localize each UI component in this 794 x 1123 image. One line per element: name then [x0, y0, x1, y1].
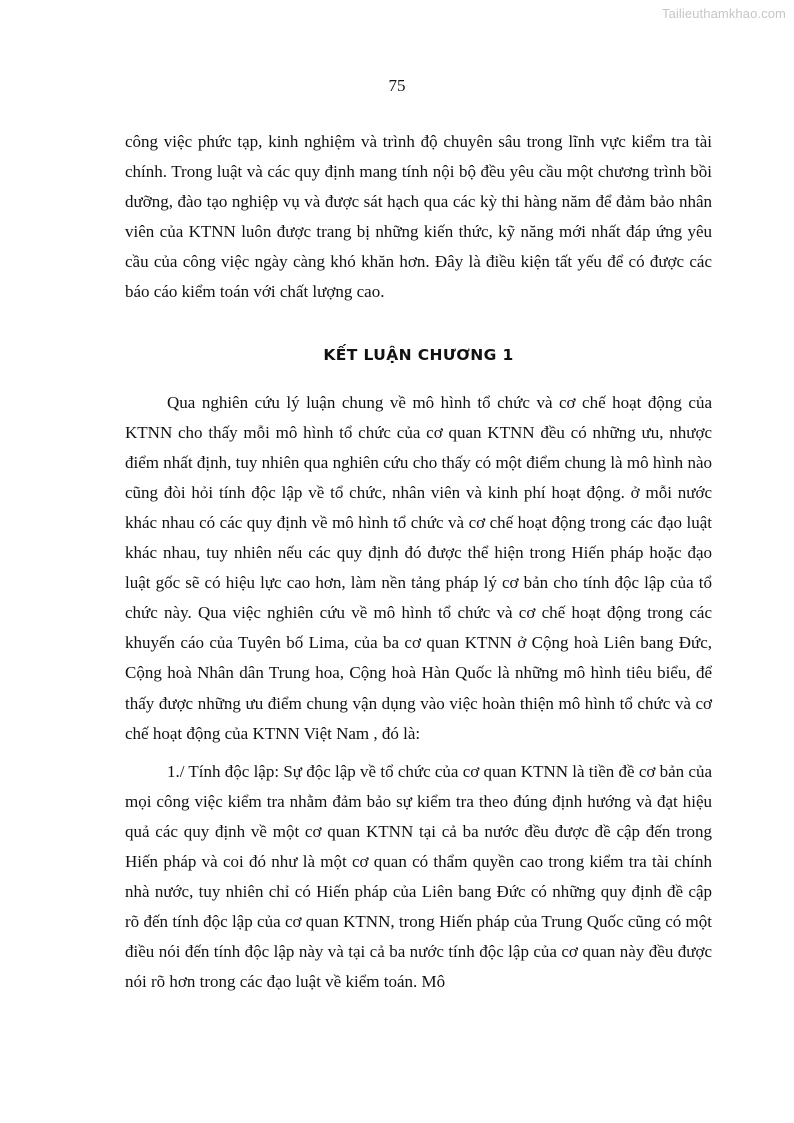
chapter-conclusion-heading: KẾT LUẬN CHƯƠNG 1: [323, 345, 514, 364]
independence-paragraph: 1./ Tính độc lập: Sự độc lập về tổ chức của cơ quan KTNN là tiền đề cơ bản của mọi công việc kiểm tra nhằm đảm bảo sự kiểm tra theo đúng định hướng và đạt hiệu quả các quy định về một cơ quan KTNN tại cả ba nước đều được đề cập đến trong Hiến pháp và coi đó như là một cơ quan có thẩm quyền cao trong kiểm tra tài chính nhà nước, tuy nhiên chỉ có Hiến pháp của Liên bang Đức có những quy định đề cập rõ đến tính độc lập của cơ quan KTNN, trong Hiến pháp của Trung Quốc cũng có một điều nói đến tính độc lập này và tại cả ba nước tính độc lập của cơ quan này đều được nói rõ hơn trong các đạo luật về kiểm toán. Mô: [125, 761, 712, 992]
document-body: [125, 127, 712, 997]
intro-paragraph: công việc phức tạp, kinh nghiệm và trình độ chuyên sâu trong lĩnh vực kiểm tra tài chính. Trong luật và các quy định mang tính nội bộ đều yêu cầu một chương trình bồi dưỡng, đào tạo nghiệp vụ và được sát hạch qua các kỳ thi hàng năm để đảm bảo nhân viên của KTNN luôn được trang bị những kiến thức, kỹ năng mới nhất đáp ứng yêu cầu của công việc ngày càng khó khăn hơn. Đây là điều kiện tất yếu để có được các báo cáo kiểm toán với chất lượng cao.: [125, 132, 712, 302]
page-number: 75: [388, 76, 406, 95]
conclusion-paragraph: Qua nghiên cứu lý luận chung về mô hình tổ chức và cơ chế hoạt động của KTNN cho thấy mỗi mô hình tổ chức của cơ quan KTNN đều có những ưu, nhược điểm nhất định, tuy nhiên qua nghiên cứu cho thấy có một điểm chung là mô hình nào cũng đòi hỏi tính độc lập về tổ chức, nhân viên và kinh phí hoạt động. ở mỗi nước khác nhau có các quy định về mô hình tổ chức và cơ chế hoạt động trong các đạo luật khác nhau, tuy nhiên nếu các quy định đó được thể hiện trong Hiến pháp hoặc đạo luật gốc sẽ có hiệu lực cao hơn, làm nền tảng pháp lý cơ bản cho tính độc lập của tổ chức này. Qua việc nghiên cứu về mô hình tổ chức và cơ chế hoạt động trong các khuyến cáo của Tuyên bố Lima, của ba cơ quan KTNN ở Cộng hoà Liên bang Đức, Cộng hoà Nhân dân Trung hoa, Cộng hoà Hàn Quốc là những mô hình tiêu biểu, để thấy được những ưu điểm chung vận dụng vào việc hoàn thiện mô hình tổ chức và cơ chế hoạt động của KTNN Việt Nam , đó là:: [125, 392, 712, 743]
watermark: Tailieuthamkhao.com: [661, 6, 786, 21]
